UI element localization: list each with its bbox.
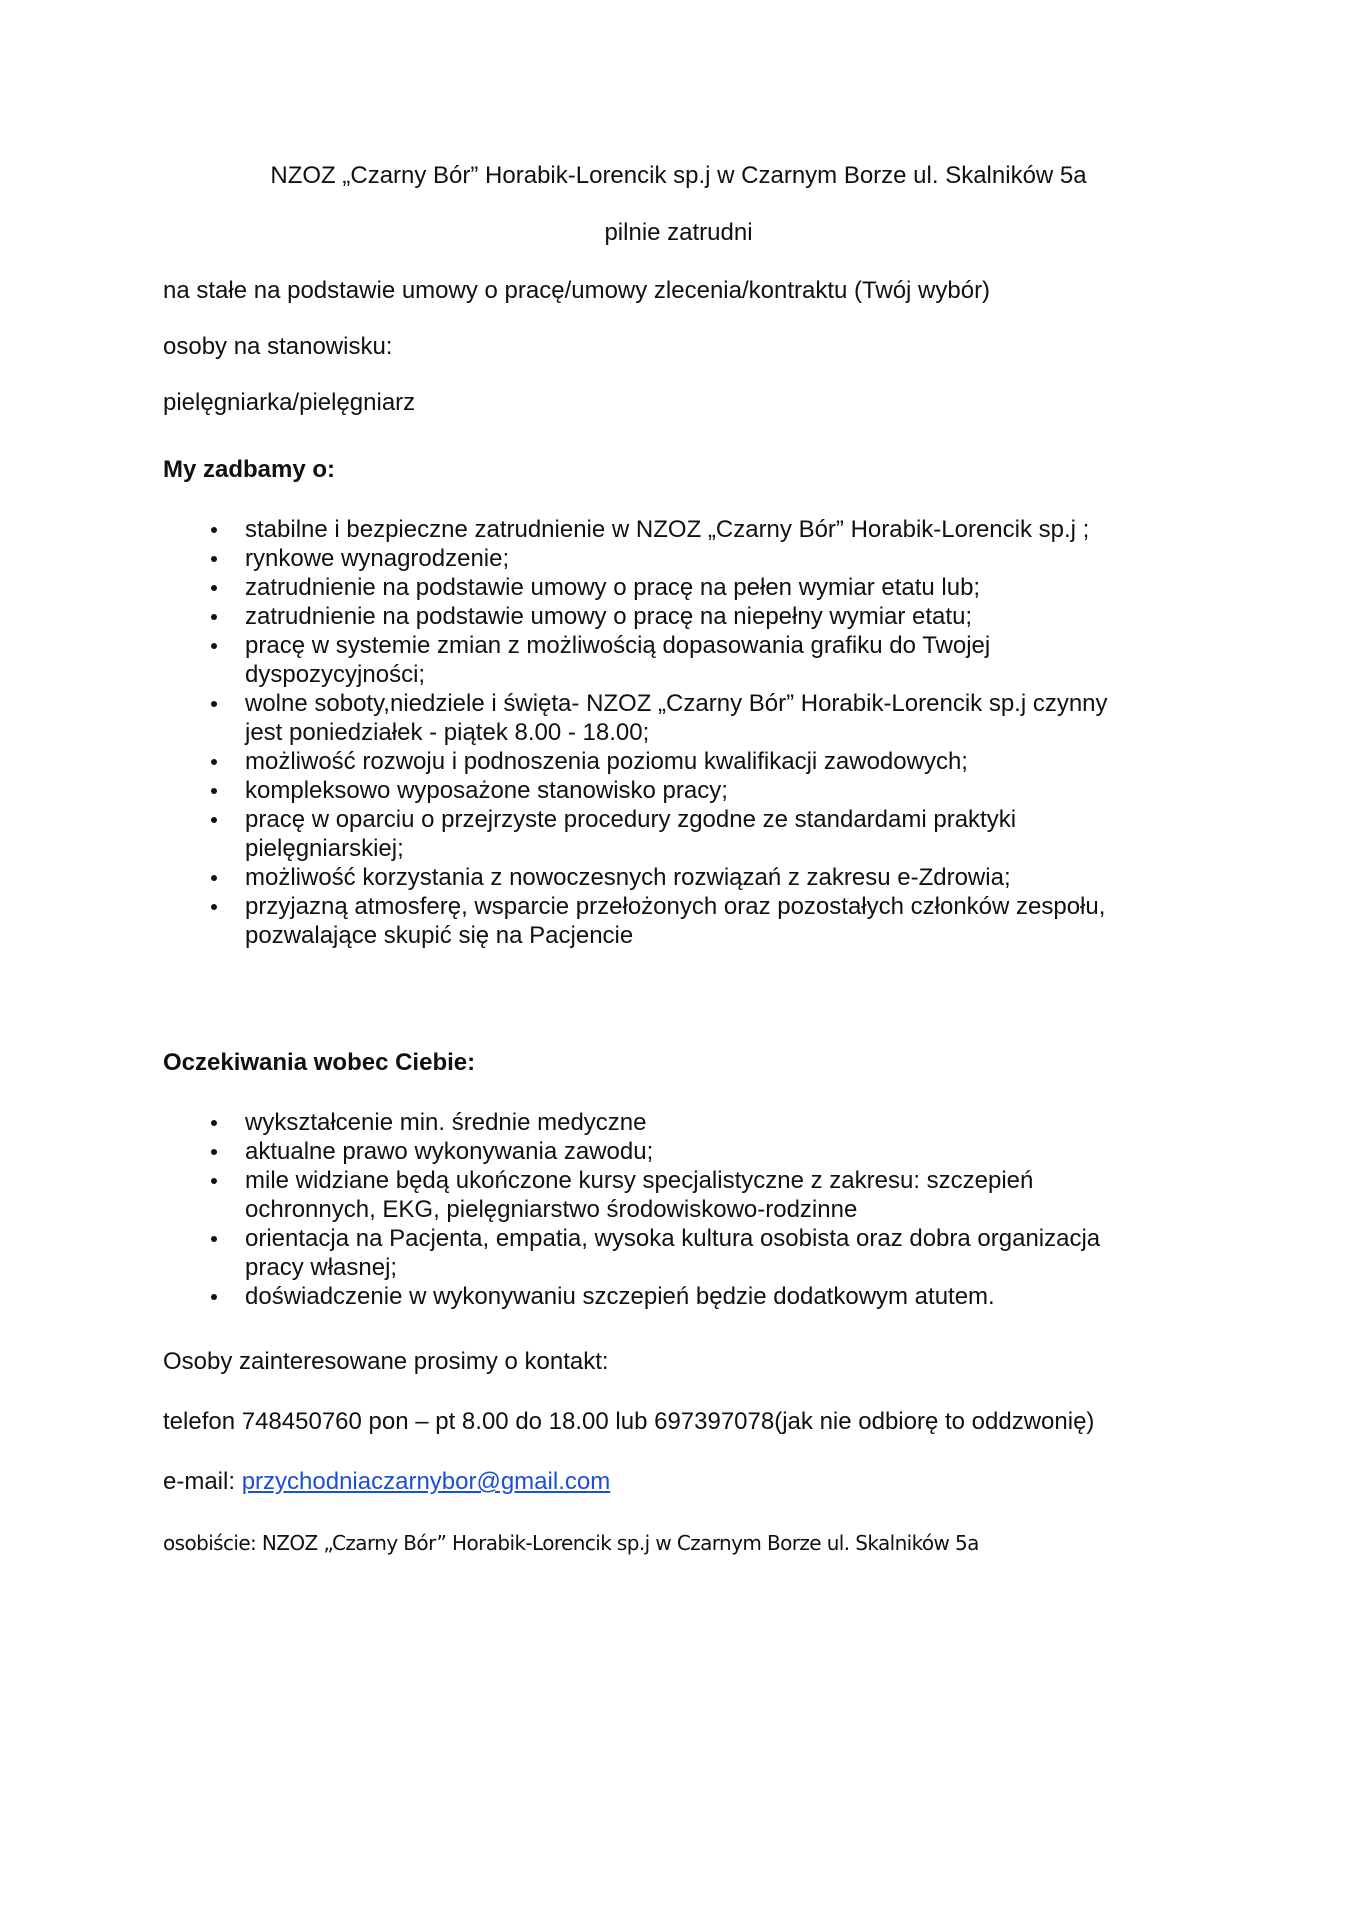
- benefits-heading: My zadbamy o:: [163, 456, 336, 483]
- bullet-icon: [211, 788, 217, 794]
- email-link[interactable]: przychodniaczarnybor@gmail.com: [241, 1468, 611, 1495]
- benefits-list: [163, 515, 1203, 950]
- list-item: przyjazną atmosferę, wsparcie przełożonych oraz pozostałych członków zespołu, pozwalające skupić się na Pacjencie: [163, 892, 1203, 950]
- list-item: zatrudnienie na podstawie umowy o pracę na pełen wymiar etatu lub;: [163, 573, 1203, 602]
- email-label: e-mail:: [163, 1468, 242, 1495]
- contact-intro: Osoby zainteresowane prosimy o kontakt:: [163, 1348, 609, 1375]
- bullet-icon: [211, 585, 217, 591]
- bullet-icon: [211, 643, 217, 649]
- bullet-icon: [211, 1294, 217, 1300]
- contact-in-person: osobiście: NZOZ „Czarny Bór” Horabik-Lorencik sp.j w Czarnym Borze ul. Skalników 5a: [163, 1531, 979, 1555]
- header-line-employer: NZOZ „Czarny Bór” Horabik-Lorencik sp.j w Czarnym Borze ul. Skalników 5a: [270, 162, 1087, 189]
- list-item: kompleksowo wyposażone stanowisko pracy;: [163, 776, 1203, 805]
- bullet-icon: [211, 1236, 217, 1242]
- list-item: doświadczenie w wykonywaniu szczepień będzie dodatkowym atutem.: [163, 1282, 1203, 1311]
- list-item: stabilne i bezpieczne zatrudnienie w NZOZ „Czarny Bór” Horabik-Lorencik sp.j ;: [163, 515, 1203, 544]
- bullet-icon: [211, 614, 217, 620]
- position-title: pielęgniarka/pielęgniarz: [163, 389, 416, 416]
- bullet-icon: [211, 1178, 217, 1184]
- list-item: możliwość korzystania z nowoczesnych rozwiązań z zakresu e-Zdrowia;: [163, 863, 1203, 892]
- list-item: wolne soboty,niedziele i święta- NZOZ „Czarny Bór” Horabik-Lorencik sp.j czynny jest poniedziałek - piątek 8.00 - 18.00;: [163, 689, 1203, 747]
- list-item: aktualne prawo wykonywania zawodu;: [163, 1137, 1203, 1166]
- bullet-icon: [211, 759, 217, 765]
- contact-phone: telefon 748450760 pon – pt 8.00 do 18.00 lub 697397078(jak nie odbiorę to oddzwonię): [163, 1408, 1095, 1435]
- bullet-icon: [211, 904, 217, 910]
- bullet-icon: [211, 817, 217, 823]
- bullet-icon: [211, 1149, 217, 1155]
- bullet-icon: [211, 1120, 217, 1126]
- contact-email-line: [163, 1467, 1203, 1496]
- bullet-icon: [211, 556, 217, 562]
- list-item: pracę w oparciu o przejrzyste procedury zgodne ze standardami praktyki pielęgniarskiej;: [163, 805, 1203, 863]
- bullet-icon: [211, 701, 217, 707]
- bullet-icon: [211, 527, 217, 533]
- list-item: rynkowe wynagrodzenie;: [163, 544, 1203, 573]
- list-item: możliwość rozwoju i podnoszenia poziomu kwalifikacji zawodowych;: [163, 747, 1203, 776]
- list-item: wykształcenie min. średnie medyczne: [163, 1108, 1203, 1137]
- expectations-list: [163, 1108, 1203, 1311]
- bullet-icon: [211, 875, 217, 881]
- position-label: osoby na stanowisku:: [163, 333, 393, 360]
- list-item: zatrudnienie na podstawie umowy o pracę na niepełny wymiar etatu;: [163, 602, 1203, 631]
- list-item: mile widziane będą ukończone kursy specjalistyczne z zakresu: szczepień ochronnych, EKG, pielęgniarstwo środowiskowo-rodzinne: [163, 1166, 1203, 1224]
- header-line-hiring: pilnie zatrudni: [604, 219, 753, 246]
- employment-type: na stałe na podstawie umowy o pracę/umowy zlecenia/kontraktu (Twój wybór): [163, 277, 991, 304]
- list-item: pracę w systemie zmian z możliwością dopasowania grafiku do Twojej dyspozycyjności;: [163, 631, 1203, 689]
- expectations-heading: Oczekiwania wobec Ciebie:: [163, 1049, 476, 1076]
- list-item: orientacja na Pacjenta, empatia, wysoka kultura osobista oraz dobra organizacja pracy własnej;: [163, 1224, 1203, 1282]
